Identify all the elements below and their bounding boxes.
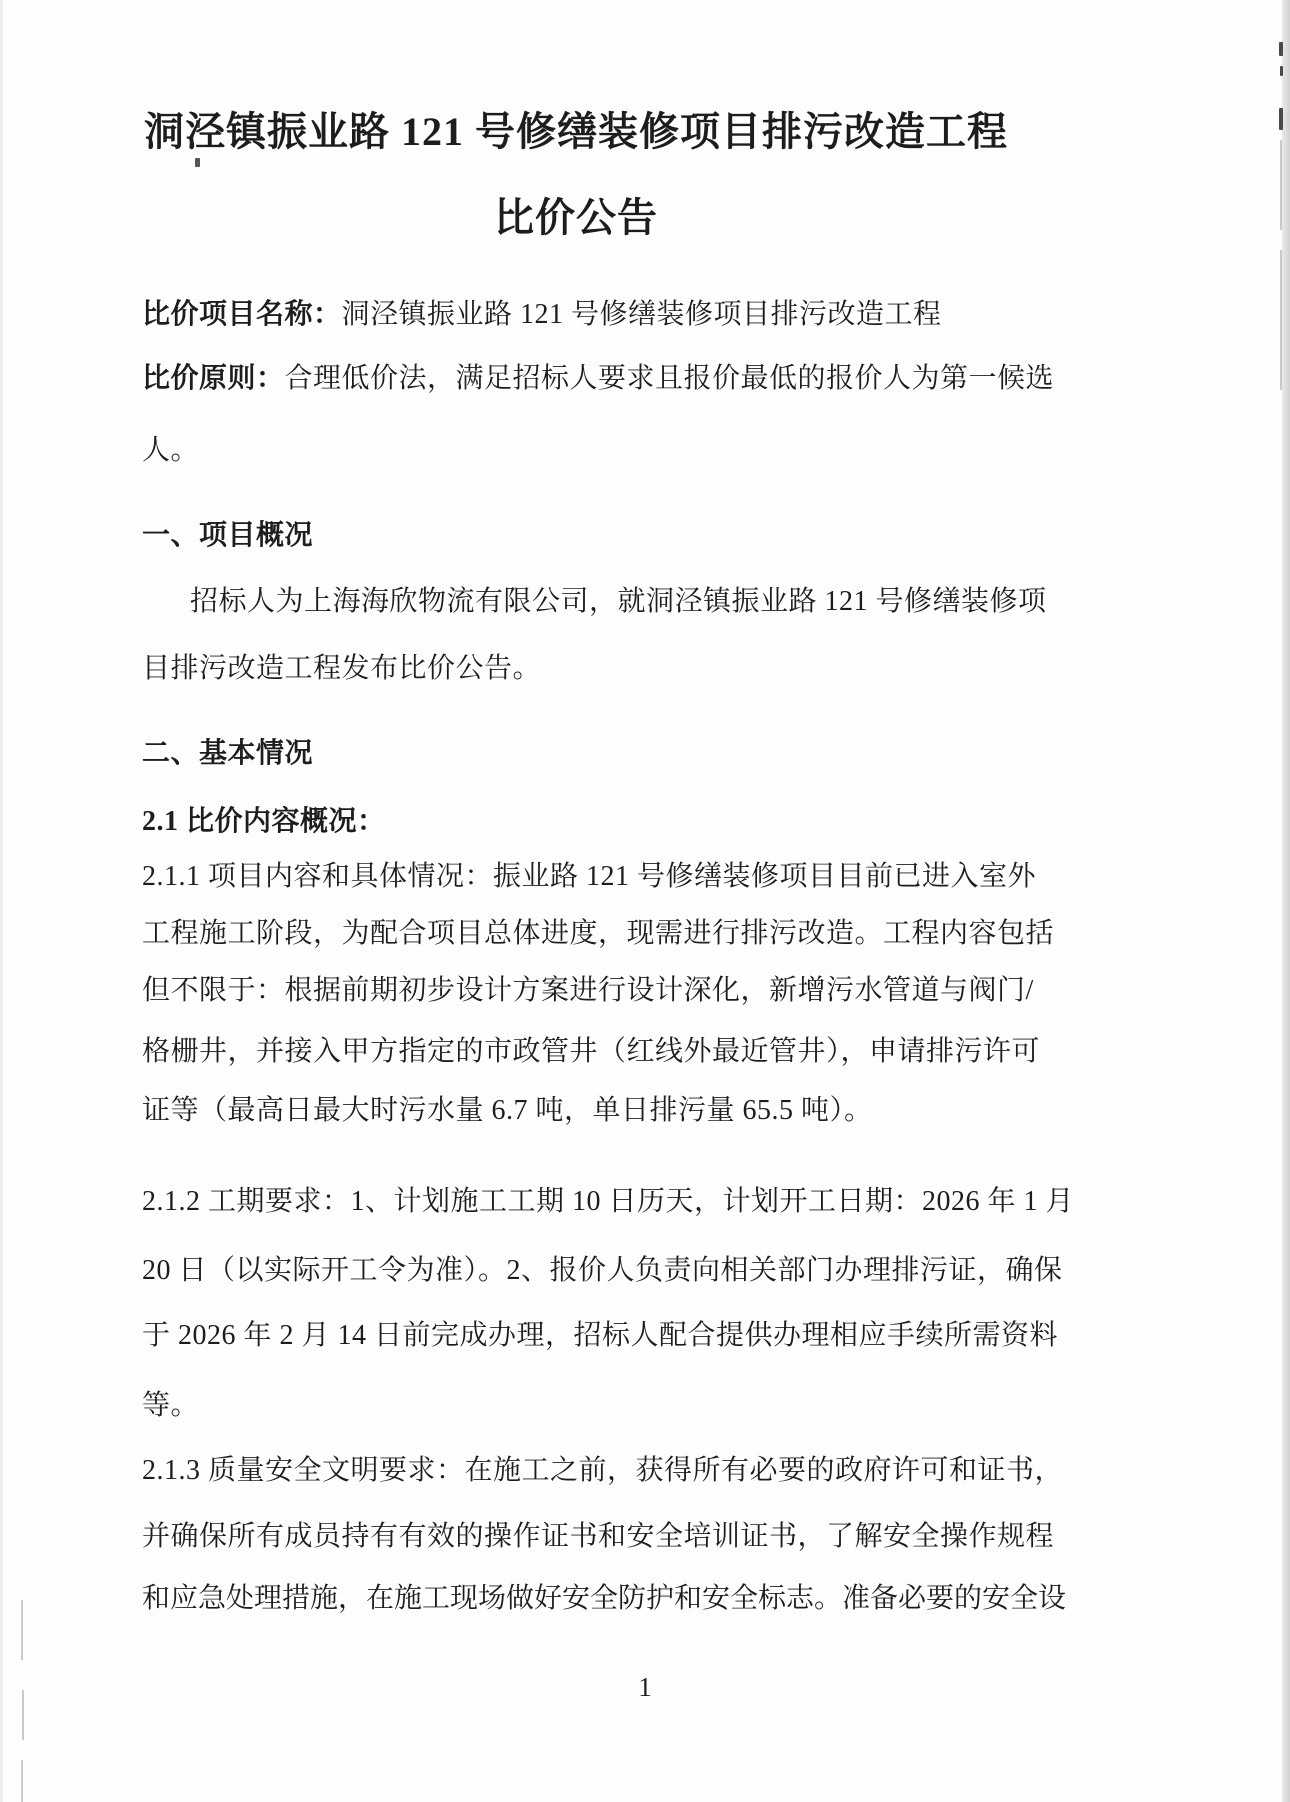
scan-dash	[21, 1760, 23, 1802]
document-title-line1: 洞泾镇振业路 121 号修缮装修项目排污改造工程	[144, 109, 1008, 154]
project-name-line	[142, 297, 1042, 333]
scan-edge-left	[0, 0, 3, 1802]
section2-subheading: 2.1 比价内容概况：	[142, 806, 386, 837]
scan-speck	[195, 158, 200, 167]
section2-heading: 二、基本情况	[142, 738, 314, 769]
document-title-line2: 比价公告	[494, 195, 658, 240]
paragraph-211-line: 格栅井，并接入甲方指定的市政管井（红线外最近管井），申请排污许可	[142, 1036, 1041, 1067]
principle-line	[142, 361, 1055, 397]
scan-speck	[1279, 42, 1283, 56]
scan-speck	[1279, 108, 1283, 130]
project-name-value: 洞泾镇振业路 121 号修缮装修项目排污改造工程	[341, 299, 942, 330]
paragraph-211-line: 工程施工阶段，为配合项目总体进度，现需进行排污改造。工程内容包括	[142, 918, 1055, 949]
principle-continuation: 人。	[142, 435, 200, 466]
paragraph-212-line: 等。	[142, 1390, 200, 1421]
scan-dash	[1280, 140, 1282, 230]
paragraph-211-line: 2.1.1 项目内容和具体情况：振业路 121 号修缮装修项目目前已进入室外	[142, 861, 1037, 892]
paragraph-212-line: 于 2026 年 2 月 14 日前完成办理，招标人配合提供办理相应手续所需资料	[142, 1320, 1059, 1351]
paragraph-212-line: 2.1.2 工期要求：1、计划施工工期 10 日历天，计划开工日期：2026 年 1 月	[142, 1186, 1075, 1217]
paragraph-211-line: 但不限于：根据前期初步设计方案进行设计深化，新增污水管道与阀门/	[142, 975, 1034, 1006]
paragraph-212-line: 20 日（以实际开工令为准）。2、报价人负责向相关部门办理排污证，确保	[142, 1255, 1063, 1286]
page-number: 1	[638, 1672, 652, 1702]
principle-label: 比价原则：	[142, 363, 285, 394]
paragraph-213-line: 并确保所有成员持有有效的操作证书和安全培训证书，了解安全操作规程	[142, 1521, 1055, 1552]
section1-line: 目排污改造工程发布比价公告。	[142, 653, 542, 684]
project-name-label: 比价项目名称：	[142, 299, 342, 330]
principle-value: 合理低价法，满足招标人要求且报价最低的报价人为第一候选	[284, 363, 1055, 394]
section1-line: 招标人为上海海欣物流有限公司，就洞泾镇振业路 121 号修缮装修项	[190, 586, 1047, 617]
scan-dash	[1280, 250, 1282, 390]
paragraph-213-line: 和应急处理措施，在施工现场做好安全防护和安全标志。准备必要的安全设	[142, 1583, 1067, 1614]
scan-speck	[1280, 66, 1283, 76]
paragraph-213-line: 2.1.3 质量安全文明要求：在施工之前，获得所有必要的政府许可和证书，	[142, 1455, 1064, 1486]
section1-heading: 一、项目概况	[142, 520, 314, 551]
scan-edge-right	[1282, 0, 1290, 1802]
scan-dash	[21, 1600, 23, 1660]
paragraph-211-line: 证等（最高日最大时污水量 6.7 吨，单日排污量 65.5 吨）。	[142, 1095, 873, 1126]
